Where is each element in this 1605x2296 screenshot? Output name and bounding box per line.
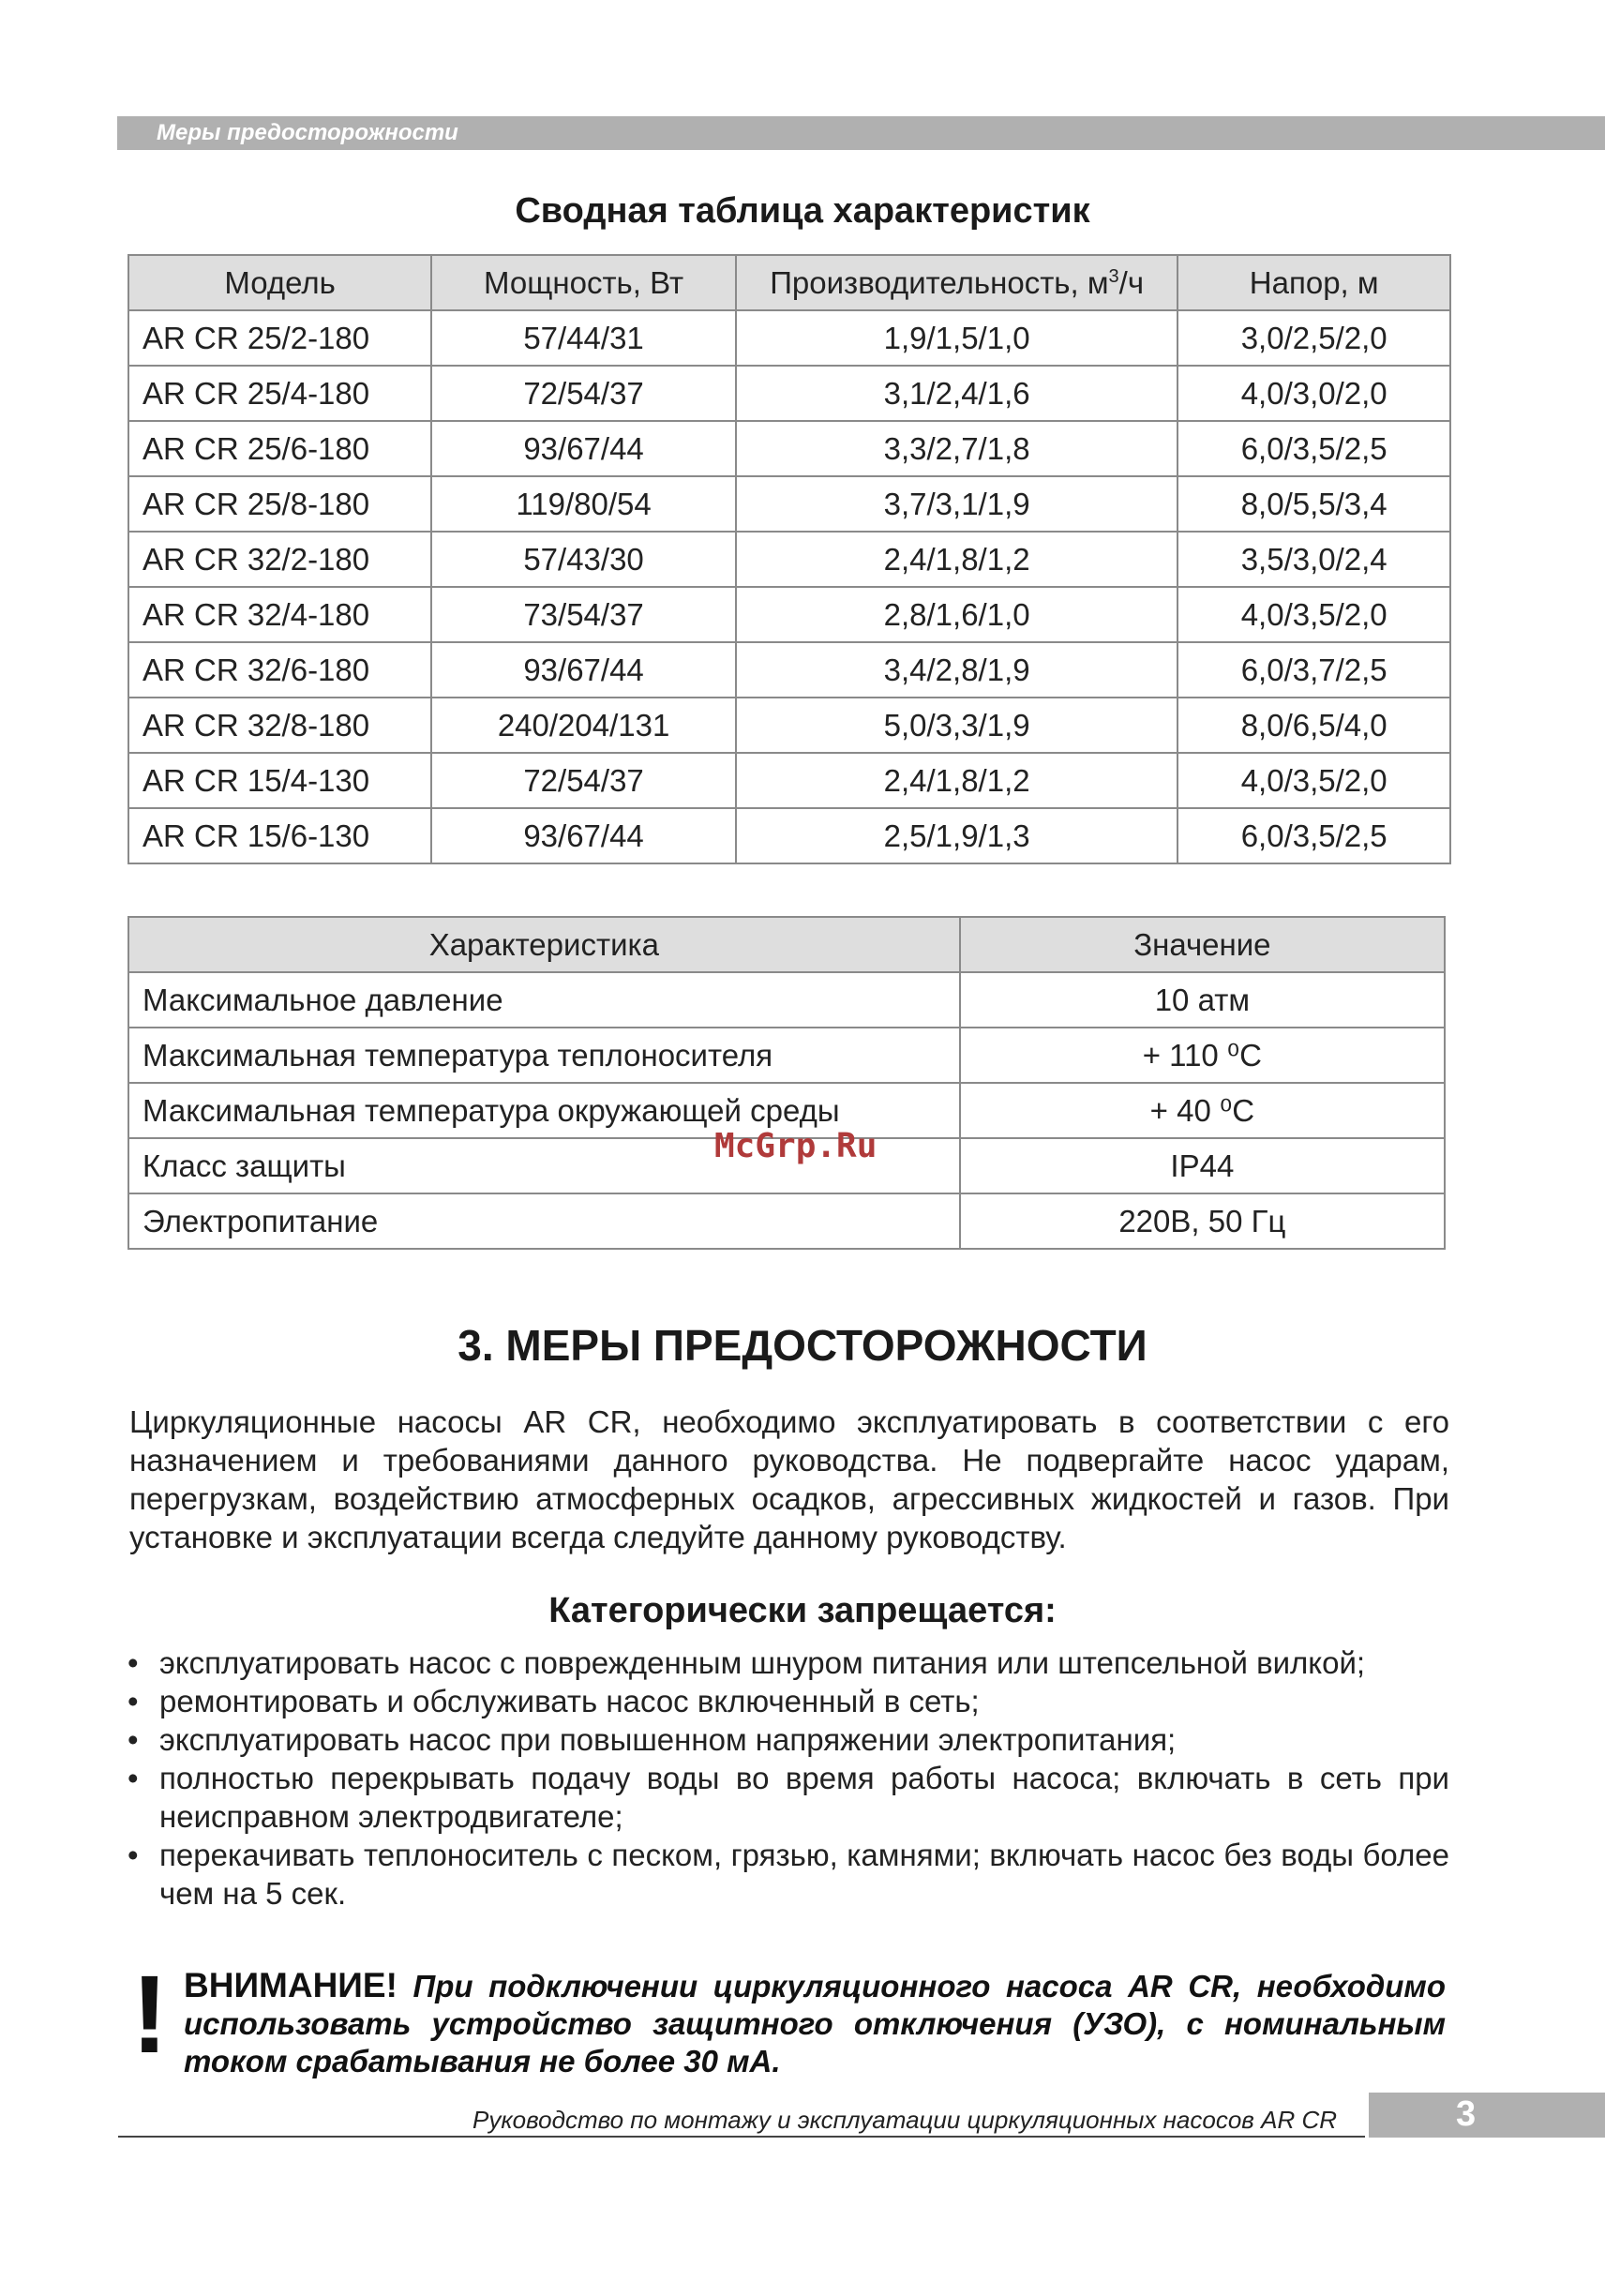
characteristics-table — [128, 916, 1446, 1250]
table-row — [128, 808, 1450, 863]
model-cell: AR CR 25/4-180 — [128, 366, 431, 421]
model-cell: AR CR 25/8-180 — [128, 476, 431, 532]
page-number: 3 — [1456, 2094, 1477, 2134]
capacity-cell: 3,3/2,7/1,8 — [736, 421, 1178, 476]
exclamation-icon: ! — [131, 1953, 169, 2077]
capacity-unit: /ч — [1118, 264, 1145, 300]
model-cell: AR CR 32/4-180 — [128, 587, 431, 642]
capacity-cell: 2,8/1,6/1,0 — [736, 587, 1178, 642]
characteristic-cell: Максимальная температура окружающей среды — [128, 1083, 960, 1138]
model-cell: AR CR 25/2-180 — [128, 310, 431, 366]
power-cell: 72/54/37 — [431, 753, 736, 808]
column-header-model: Модель — [128, 255, 431, 310]
head-cell: 6,0/3,5/2,5 — [1178, 421, 1450, 476]
table-row — [128, 532, 1450, 587]
table-header-row — [128, 255, 1450, 310]
value-cell: 220В, 50 Гц — [960, 1193, 1445, 1249]
capacity-cell: 3,7/3,1/1,9 — [736, 476, 1178, 532]
section-heading: 3. МЕРЫ ПРЕДОСТОРОЖНОСТИ — [458, 1321, 1148, 1370]
model-cell: AR CR 15/6-130 — [128, 808, 431, 863]
head-cell: 3,5/3,0/2,4 — [1178, 532, 1450, 587]
head-cell: 8,0/6,5/4,0 — [1178, 698, 1450, 753]
power-cell: 72/54/37 — [431, 366, 736, 421]
table-row — [128, 421, 1450, 476]
table-row — [128, 366, 1450, 421]
capacity-superscript: 3 — [1108, 265, 1119, 287]
header-bar — [117, 116, 1605, 150]
head-cell: 4,0/3,0/2,0 — [1178, 366, 1450, 421]
capacity-cell: 5,0/3,3/1,9 — [736, 698, 1178, 753]
table-row — [128, 476, 1450, 532]
attention-text: При подключении циркуляционного насоса AR CR, необходимо использовать устройство защитного отключения (УЗО), с номинальным током срабатывания не более 30 мА. — [184, 1969, 1446, 2078]
model-cell: AR CR 25/6-180 — [128, 421, 431, 476]
characteristic-cell: Класс защиты — [128, 1138, 960, 1193]
summary-spec-table — [128, 254, 1451, 864]
power-cell: 93/67/44 — [431, 421, 736, 476]
list-item: • эксплуатировать насос с поврежденным шнуром питания или штепсельной вилкой; — [122, 1643, 1449, 1682]
capacity-label: Производительность, м — [770, 264, 1109, 300]
table-row — [128, 310, 1450, 366]
value-cell: + 40 ⁰С — [960, 1083, 1445, 1138]
power-cell: 73/54/37 — [431, 587, 736, 642]
column-header-value: Значение — [960, 917, 1445, 972]
capacity-cell: 2,4/1,8/1,2 — [736, 753, 1178, 808]
footer-divider — [118, 2136, 1365, 2138]
head-cell: 3,0/2,5/2,0 — [1178, 310, 1450, 366]
table-row — [128, 1028, 1445, 1083]
column-header-capacity — [736, 255, 1178, 310]
power-cell: 57/43/30 — [431, 532, 736, 587]
list-item: • полностью перекрывать подачу воды во время работы насоса; включать в сеть при неисправном электродвигателе; — [122, 1759, 1449, 1836]
table-row — [128, 642, 1450, 698]
power-cell: 119/80/54 — [431, 476, 736, 532]
column-header-characteristic: Характеристика — [128, 917, 960, 972]
summary-table-title: Сводная таблица характеристик — [515, 191, 1090, 231]
prohibited-list — [122, 1643, 1449, 1913]
power-cell: 57/44/31 — [431, 310, 736, 366]
table-header-row — [128, 917, 1445, 972]
capacity-cell: 3,1/2,4/1,6 — [736, 366, 1178, 421]
intro-paragraph: Циркуляционные насосы AR CR, необходимо эксплуатировать в соответствии с его назначением и требованиями данного руководства. Не подвергайте насос ударам, перегрузкам, воздействию атмосферных осадков, агрессивных жидкостей и газов. При установке и эксплуатации всегда следуйте данному руководству. — [129, 1404, 1449, 1554]
value-cell: IP44 — [960, 1138, 1445, 1193]
column-header-power: Мощность, Вт — [431, 255, 736, 310]
table-row — [128, 698, 1450, 753]
value-cell: 10 атм — [960, 972, 1445, 1028]
characteristic-cell: Максимальная температура теплоносителя — [128, 1028, 960, 1083]
head-cell: 8,0/5,5/3,4 — [1178, 476, 1450, 532]
value-cell: + 110 ⁰С — [960, 1028, 1445, 1083]
characteristic-cell: Максимальное давление — [128, 972, 960, 1028]
power-cell: 240/204/131 — [431, 698, 736, 753]
capacity-cell: 2,4/1,8/1,2 — [736, 532, 1178, 587]
power-cell: 93/67/44 — [431, 642, 736, 698]
capacity-cell: 1,9/1,5/1,0 — [736, 310, 1178, 366]
prohibited-heading: Категорически запрещается: — [548, 1591, 1057, 1630]
attention-lead: ВНИМАНИЕ! — [184, 1966, 398, 2004]
list-item: • перекачивать теплоноситель с песком, грязью, камнями; включать насос без воды более чем на 5 сек. — [122, 1836, 1449, 1913]
table-row — [128, 753, 1450, 808]
page-number-box — [1369, 2093, 1605, 2138]
model-cell: AR CR 32/2-180 — [128, 532, 431, 587]
head-cell: 4,0/3,5/2,0 — [1178, 753, 1450, 808]
footer-text: Руководство по монтажу и эксплуатации циркуляционных насосов AR CR — [472, 2106, 1337, 2134]
characteristic-cell: Электропитание — [128, 1193, 960, 1249]
attention-notice — [184, 1967, 1446, 2080]
table-row — [128, 972, 1445, 1028]
model-cell: AR CR 15/4-130 — [128, 753, 431, 808]
head-cell: 6,0/3,7/2,5 — [1178, 642, 1450, 698]
head-cell: 6,0/3,5/2,5 — [1178, 808, 1450, 863]
watermark: McGrp.Ru — [714, 1127, 878, 1165]
capacity-cell: 2,5/1,9/1,3 — [736, 808, 1178, 863]
column-header-head: Напор, м — [1178, 255, 1450, 310]
table-row — [128, 587, 1450, 642]
power-cell: 93/67/44 — [431, 808, 736, 863]
table-row — [128, 1193, 1445, 1249]
list-item: • эксплуатировать насос при повышенном напряжении электропитания; — [122, 1720, 1449, 1759]
header-section-label: Меры предосторожности — [157, 120, 458, 145]
capacity-cell: 3,4/2,8/1,9 — [736, 642, 1178, 698]
head-cell: 4,0/3,5/2,0 — [1178, 587, 1450, 642]
model-cell: AR CR 32/8-180 — [128, 698, 431, 753]
model-cell: AR CR 32/6-180 — [128, 642, 431, 698]
list-item: • ремонтировать и обслуживать насос включенный в сеть; — [122, 1682, 1449, 1720]
